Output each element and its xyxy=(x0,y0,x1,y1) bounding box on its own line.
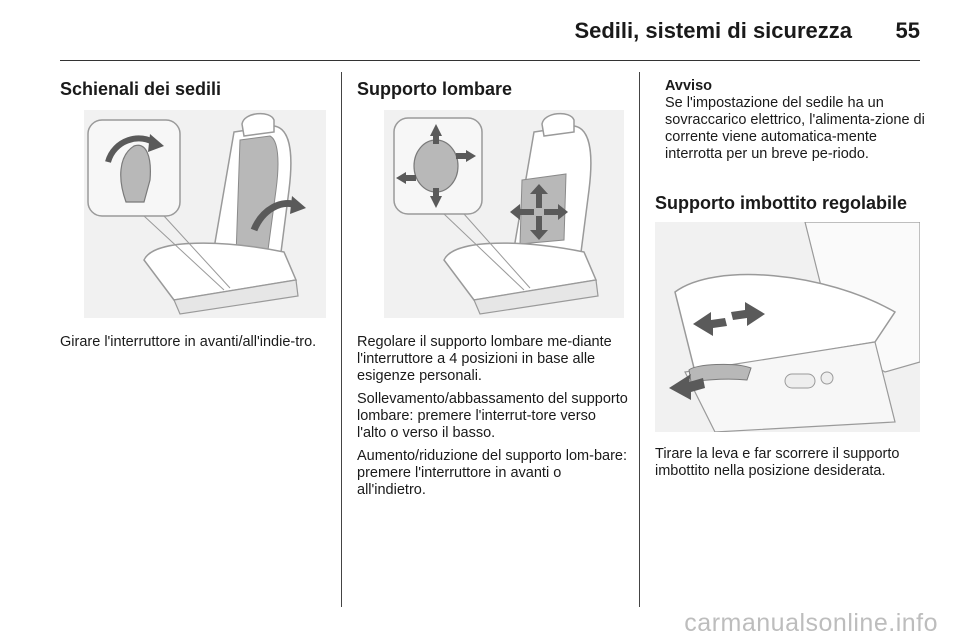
lumbar-paragraph-1: Regolare il supporto lombare me-diante l'interruttore a 4 posizioni in base alle esigenze personali. xyxy=(357,334,612,384)
page-number: 55 xyxy=(895,18,920,43)
seat-backrest-svg xyxy=(84,110,326,318)
seat-control-knob-icon xyxy=(821,372,833,384)
column-backrest-text xyxy=(60,334,332,351)
backrest-instruction: Girare l'interruttore in avanti/all'indie-tro. xyxy=(60,334,317,350)
seat-control-switch-icon xyxy=(785,374,815,388)
section-heading-backrest: Schienali dei sedili xyxy=(60,79,222,99)
header-divider xyxy=(60,60,920,61)
headrest-shape xyxy=(242,114,274,136)
column-lumbar xyxy=(357,72,627,100)
lumbar-paragraph-3: Aumento/riduzione del supporto lom-bare: premere l'interruttore in avanti o all'indietro. xyxy=(357,448,628,498)
notice-text: Se l'impostazione del sedile ha un sovraccarico elettrico, l'alimenta-zione di corrente viene automatica-mente interrotta per un breve pe-riodo. xyxy=(665,95,925,162)
column-cushion-text xyxy=(655,446,927,480)
recline-arrowhead-icon xyxy=(290,196,306,214)
headrest-shape xyxy=(542,114,574,136)
column-cushion xyxy=(655,192,927,214)
cushion-instruction: Tirare la leva e far scorrere il supporto imbottito nella posizione desiderata. xyxy=(655,446,900,479)
seat-backrest-illustration xyxy=(84,110,326,318)
column-divider-2 xyxy=(639,72,640,607)
notice-box xyxy=(665,78,927,163)
cushion-extension-illustration xyxy=(655,222,920,432)
cushion-extension-svg xyxy=(655,222,920,432)
section-heading-cushion: Supporto imbottito regolabile xyxy=(655,193,907,213)
column-lumbar-text xyxy=(357,334,629,499)
lumbar-support-svg xyxy=(384,110,624,318)
column-divider-1 xyxy=(341,72,342,607)
section-heading-lumbar: Supporto lombare xyxy=(357,79,513,99)
page-header-title: Sedili, sistemi di sicurezza xyxy=(574,18,852,43)
column-backrest xyxy=(60,72,330,100)
notice-title: Avviso xyxy=(665,78,713,94)
watermark: carmanualsonline.info xyxy=(684,609,938,637)
four-way-switch-icon xyxy=(414,140,458,192)
lumbar-support-illustration xyxy=(384,110,624,318)
lumbar-paragraph-2: Sollevamento/abbassamento del supporto lombare: premere l'interrut-tore verso l'alto o verso il basso. xyxy=(357,391,628,441)
